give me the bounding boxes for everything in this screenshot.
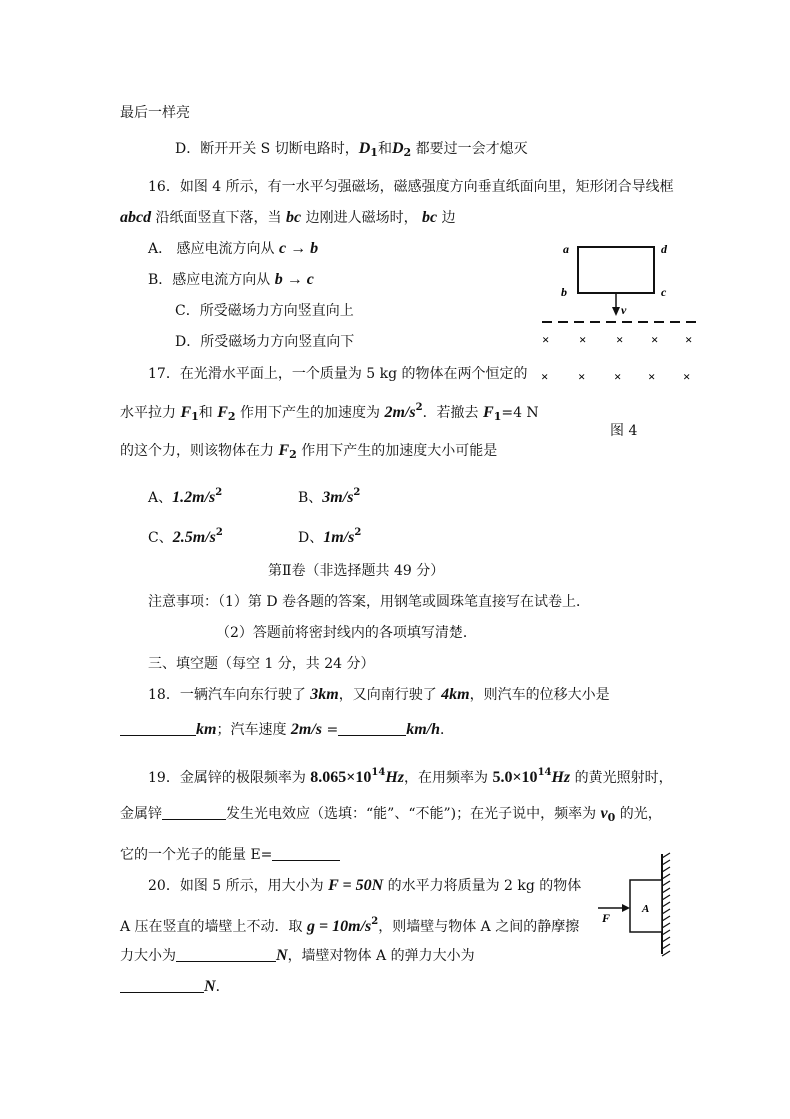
q18-answer-line: km；汽车速度 2m/s = km/h．	[120, 720, 454, 740]
part-2-title: 第Ⅱ卷（非选择题共 49 分）	[268, 563, 445, 579]
wire-frame-abcd	[578, 247, 654, 293]
q17-option-b: B、$3m/s^2$	[298, 487, 361, 506]
label-d: d	[661, 242, 667, 256]
figure-4-caption: 图 4	[610, 423, 638, 439]
q15-option-d: D．断开开关 S 切断电路时，$D_1$和$D_2$ 都要过一会才熄灭	[175, 140, 528, 159]
force-arrow-head	[622, 904, 630, 912]
q20-line-2: A 压在竖直的墙壁上不动．取 $g = 10m/s^2$，则墙壁与物体 A 之间的静摩擦	[120, 916, 580, 935]
field-mark: ×	[541, 369, 549, 384]
label-b: b	[561, 285, 567, 299]
q16-stem-line2: abcd 沿纸面竖直下落，当 bc 边刚进人磁场时， bc 边	[120, 209, 456, 226]
velocity-arrow-head	[612, 307, 620, 316]
q18-stem: 18．一辆汽车向东行驶了 3km，又向南行驶了 4km，则汽车的位移大小是	[148, 686, 610, 703]
question-fragment: 最后一样亮	[120, 105, 190, 121]
field-mark: ×	[542, 332, 550, 347]
q16-option-d: D．所受磁场力方向竖直向下	[175, 334, 355, 350]
q19-blank-effect[interactable]	[162, 805, 226, 820]
q20-blank-normal-force[interactable]	[120, 978, 204, 993]
label-f: F	[602, 911, 611, 925]
q16-option-a: A． 感应电流方向从 c → b	[148, 240, 319, 257]
field-mark: ×	[614, 369, 622, 384]
field-mark: ×	[683, 369, 691, 384]
q19-stem: 19．金属锌的极限频率为 $8.065\times 10^{14}Hz$，在用频率为 $5.0\times 10^{14}Hz$ 的黄光照射时，	[148, 767, 673, 786]
field-mark: ×	[616, 332, 624, 347]
label-a: A	[642, 903, 650, 915]
q20-stem: 20．如图 5 所示，用大小为 F = 50N 的水平力将质量为 2 kg 的物体	[148, 877, 582, 894]
q17-option-a: A、$1.2m/s^2$	[148, 487, 223, 506]
section-heading: 三、填空题（每空 1 分，共 24 分）	[148, 656, 375, 672]
q20-blank-friction[interactable]	[176, 947, 276, 962]
q17-stem-line2: 水平拉力 $F_1$和 $F_2$ 作用下产生的加速度为 $2m/s^2$．若撤去 $F_1=4$ N	[120, 402, 539, 423]
q19-line-3: 它的一个光子的能量 E=	[120, 845, 340, 865]
q17-stem-line3: 的这个力，则该物体在力 $F_2$ 作用下产生的加速度大小可能是	[120, 442, 498, 461]
label-a: a	[563, 242, 569, 256]
q17-option-d: D、$1m/s^2$	[298, 527, 362, 546]
field-mark: ×	[685, 332, 693, 347]
q20-line-3: 力大小为 N，墙壁对物体 A 的弹力大小为	[120, 947, 475, 964]
label-v: v	[621, 303, 627, 317]
field-mark: ×	[578, 369, 586, 384]
q17-option-c: C、$2.5m/s^2$	[148, 527, 223, 546]
q16-option-c: C．所受磁场力方向竖直向上	[175, 303, 354, 319]
q16-option-b: B．感应电流方向从 b → c	[148, 271, 314, 288]
figure-5-diagram	[596, 852, 676, 958]
part-2-note-2: （2）答题前将密封线内的各项填写清楚．	[216, 625, 477, 641]
q20-line-4: N．	[120, 977, 230, 997]
q16-stem: 16．如图 4 所示，有一水平匀强磁场，磁感强度方向垂直纸面向里，矩形闭合导线框	[148, 179, 674, 195]
magnetic-field-row-1	[542, 332, 692, 347]
part-2-note-1: 注意事项：（1）第 D 卷各题的答案，用钢笔或圆珠笔直接写在试卷上．	[148, 594, 591, 610]
field-mark: ×	[579, 332, 587, 347]
q19-blank-energy[interactable]	[272, 846, 340, 861]
label-c: c	[661, 285, 667, 299]
magnetic-field-row-2	[541, 369, 690, 384]
field-mark: ×	[651, 332, 659, 347]
wall-hatching	[662, 853, 670, 956]
q19-line-2: 金属锌 发生光电效应（选填：“能”、“不能”)；在光子说中，频率为 $\nu_0$ 的光，	[120, 805, 662, 824]
q18-blank-displacement[interactable]	[120, 721, 196, 736]
q18-blank-speed[interactable]	[338, 721, 406, 736]
q17-stem: 17．在光滑水平面上，一个质量为 5 kg 的物体在两个恒定的	[148, 366, 528, 382]
field-mark: ×	[648, 369, 656, 384]
figure-4-diagram	[530, 236, 710, 386]
